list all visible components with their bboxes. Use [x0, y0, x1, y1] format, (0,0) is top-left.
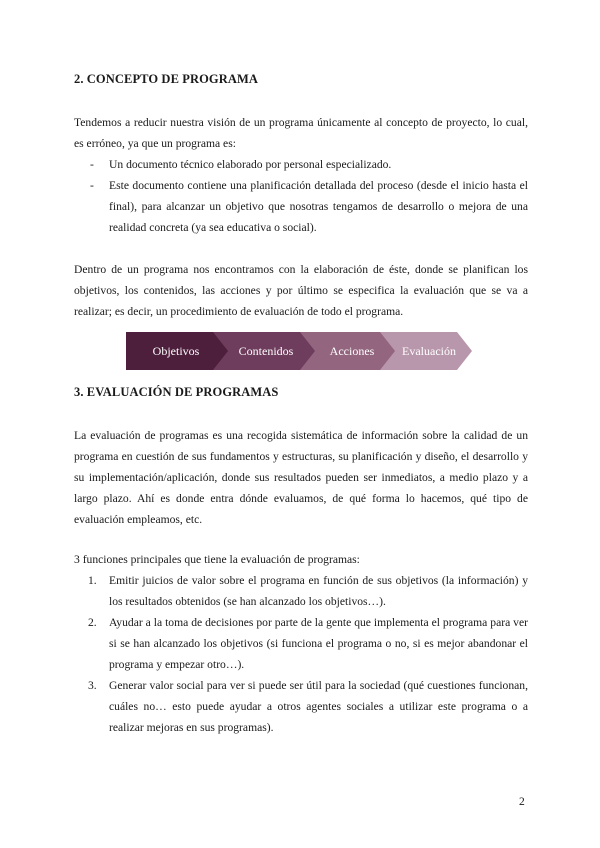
- list-item: [74, 175, 528, 238]
- functions-list: [74, 570, 528, 738]
- process-diagram: [126, 332, 472, 370]
- list-number: 2.: [88, 616, 97, 629]
- bullet-marker: -: [90, 179, 94, 192]
- page-number: 2: [519, 796, 525, 808]
- section-2-body: Dentro de un programa nos encontramos con la elaboración de éste, donde se planifican los objetivos, los contenidos, las acciones y por último se especifica la evaluación que se va a realizar; es decir, un procedimiento de evaluación de todo el programa.: [74, 263, 528, 318]
- list-item: [74, 612, 528, 675]
- list-item-text: Ayudar a la toma de decisiones por parte de la gente que implementa el programa para ver si se han alcanzado los objetivos (si funciona el programa o no, si es mejor abandonar el programa y empezar otro…).: [109, 616, 528, 671]
- list-item-text: Este documento contiene una planificación detallada del proceso (desde el inicio hasta el final), para alcanzar un objetivo que nosotras tengamos de desarrollo o mejora de una realidad concreta (ya sea educativa o social).: [109, 179, 528, 234]
- step-objetivos-label: Objetivos: [152, 344, 200, 358]
- list-item-text: Un documento técnico elaborado por personal especializado.: [109, 158, 392, 171]
- list-item: [74, 675, 528, 738]
- step-contenidos-label: Contenidos: [238, 344, 294, 358]
- list-number: 3.: [88, 679, 97, 692]
- step-evaluacion-label: Evaluación: [402, 344, 456, 358]
- section-2-heading: 2. CONCEPTO DE PROGRAMA: [74, 72, 259, 86]
- section-2-intro: Tendemos a reducir nuestra visión de un programa únicamente al concepto de proyecto, lo cual, es erróneo, ya que un programa es:: [74, 116, 528, 150]
- list-item: [74, 154, 528, 175]
- program-definition-list: [74, 154, 528, 238]
- section-3-body: La evaluación de programas es una recogida sistemática de información sobre la calidad de un programa en cuestión de sus fundamentos y estructuras, su planificación y diseño, el desarrollo y su implementación/aplicación, donde sus resultados pueden ser inmediatos, a medio plazo y a largo plazo. Ahí es donde entra dónde evaluamos, de qué forma lo hacemos, qué tipo de evaluación empleamos, etc.: [74, 429, 528, 526]
- list-item: [74, 570, 528, 612]
- step-acciones-label: Acciones: [329, 344, 375, 358]
- functions-intro: 3 funciones principales que tiene la evaluación de programas:: [74, 553, 360, 566]
- bullet-marker: -: [90, 158, 94, 171]
- section-3-heading: 3. EVALUACIÓN DE PROGRAMAS: [74, 385, 279, 399]
- list-number: 1.: [88, 574, 97, 587]
- list-item-text: Generar valor social para ver si puede ser útil para la sociedad (qué cuestiones funcionan, cuáles no… esto puede ayudar a otros agentes sociales a utilizar este programa o a realizar mejoras en sus programas).: [109, 679, 528, 734]
- list-item-text: Emitir juicios de valor sobre el programa en función de sus objetivos (la información) y los resultados obtenidos (se han alcanzado los objetivos…).: [109, 574, 528, 608]
